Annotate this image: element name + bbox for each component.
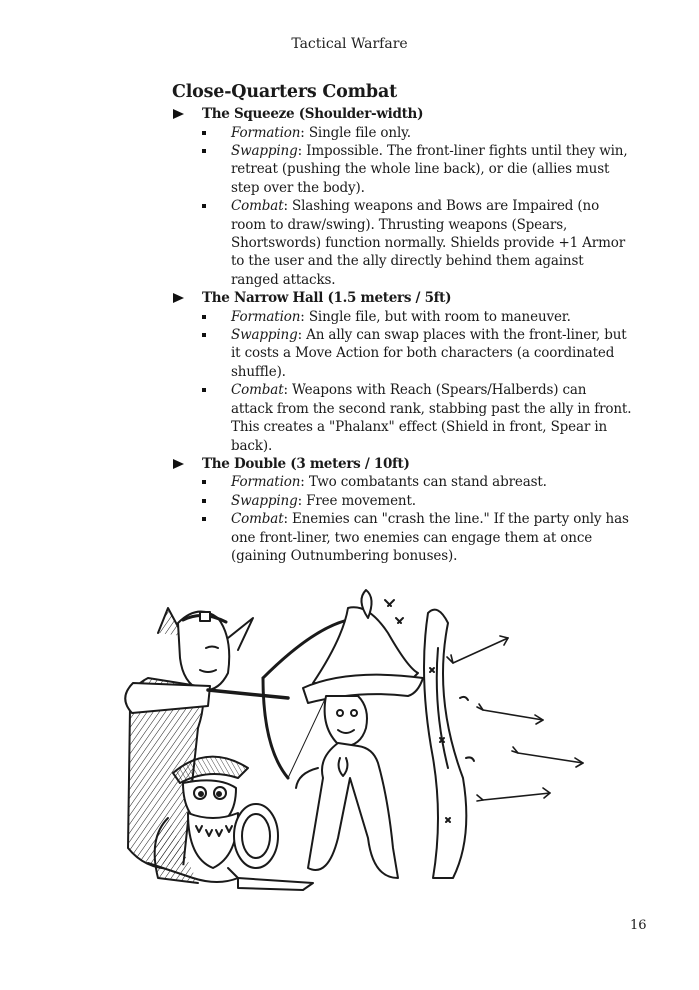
square-bullet-icon (202, 388, 206, 392)
list-item (201, 381, 632, 455)
topic-title: The Narrow Hall (1.5 meters / 5ft) (202, 290, 452, 307)
bullet-list (202, 124, 632, 290)
term: Combat (231, 382, 284, 399)
triangle-bullet-icon (173, 109, 184, 119)
item-text: : Single file only. (300, 124, 411, 141)
square-bullet-icon (202, 131, 206, 135)
item-text: : Free movement. (297, 492, 416, 509)
term: Swapping (231, 142, 298, 159)
topic-title: The Double (3 meters / 10ft) (202, 455, 410, 472)
list-item (201, 326, 632, 381)
triangle-bullet-icon (173, 459, 184, 469)
triangle-bullet-icon (173, 293, 184, 303)
square-bullet-icon (202, 149, 206, 153)
main-content (172, 82, 632, 565)
list-item (201, 197, 632, 289)
section-title: Close-Quarters Combat (172, 82, 397, 102)
party-illustration (88, 578, 608, 918)
list-item (201, 142, 632, 197)
item-text: : Slashing weapons and Bows are Impaired (no room to draw/swing). Thrusting weapons (Spears, Shortswords) function normally. Shields provide +1 Armor to the user and the ally directly behind them against ranged attacks. (231, 198, 626, 288)
item-text: : Two combatants can stand abreast. (300, 474, 547, 491)
term: Swapping (231, 327, 298, 344)
arrows-figure (447, 636, 583, 801)
square-bullet-icon (202, 517, 206, 521)
list-item (201, 492, 632, 510)
bullet-list (202, 308, 632, 455)
square-bullet-icon (202, 480, 206, 484)
item-text: : Enemies can "crash the line." If the party only has one front-liner, two enemies can engage them at once (gaining Outnumbering bonuses). (231, 511, 629, 565)
topic-title: The Squeeze (Shoulder-width) (202, 106, 424, 122)
term: Formation (231, 474, 301, 491)
term: Swapping (231, 492, 298, 509)
item-text: : Impossible. The front-liner fights until they win, retreat (pushing the whole line back), or die (allies must step over the body). (231, 142, 628, 196)
square-bullet-icon (202, 333, 206, 337)
item-text: : An ally can swap places with the front-liner, but it costs a Move Action for both characters (a coordinated shuffle). (231, 327, 627, 380)
page-number: 16 (630, 918, 647, 933)
term: Formation (231, 124, 301, 141)
bullet-list (202, 473, 632, 565)
list-item (201, 308, 632, 326)
force-wall-figure (424, 610, 474, 878)
list-item (201, 510, 632, 565)
square-bullet-icon (202, 204, 206, 208)
topic-double (172, 455, 632, 566)
topic-squeeze (172, 105, 632, 289)
topic-narrow-hall (172, 289, 632, 455)
running-header: Tactical Warfare (291, 36, 408, 52)
term: Formation (231, 308, 301, 325)
list-item (201, 124, 632, 142)
square-bullet-icon (202, 315, 206, 319)
item-text: : Weapons with Reach (Spears/Halberds) can attack from the second rank, stabbing past the ally in front. This creates a "Phalanx" effect (Shield in front, Spear in back). (231, 382, 632, 454)
term: Combat (231, 198, 284, 215)
square-bullet-icon (202, 499, 206, 503)
item-text: : Single file, but with room to maneuver. (300, 308, 571, 325)
list-item (201, 473, 632, 491)
term: Combat (231, 511, 284, 528)
